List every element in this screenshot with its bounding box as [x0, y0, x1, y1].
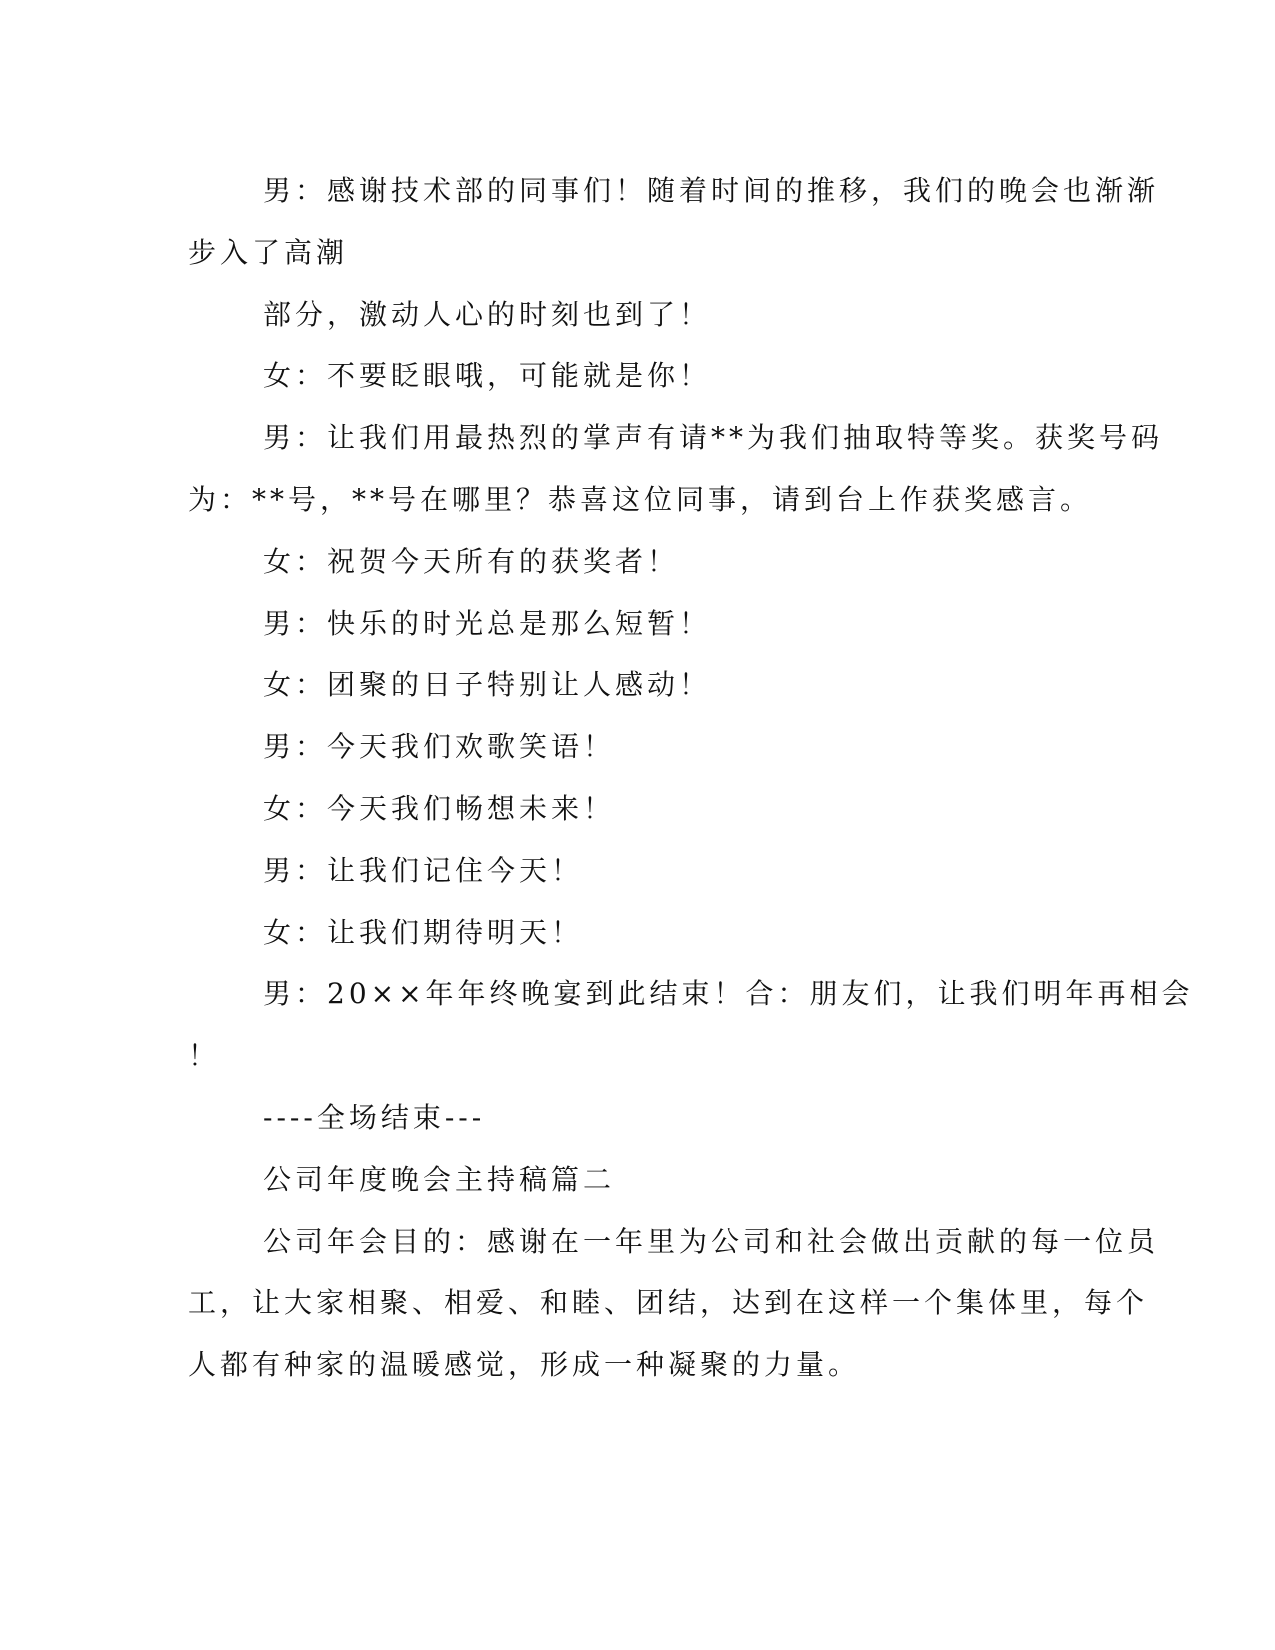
text-line: 公司年会目的：感谢在一年里为公司和社会做出贡献的每一位员	[263, 1224, 1160, 1258]
text-line: 人都有种家的温暖感觉，形成一种凝聚的力量。	[188, 1348, 861, 1382]
text-line: 男：让我们记住今天！	[263, 853, 584, 887]
text-line: 女：今天我们畅想未来！	[263, 791, 616, 825]
text-line: 男：20××年年终晚宴到此结束！合：朋友们，让我们明年再相会	[263, 977, 1194, 1011]
text-line: 部分，激动人心的时刻也到了！	[263, 297, 712, 331]
text-line: 女：祝贺今天所有的获奖者！	[263, 544, 680, 578]
text-line: 男：今天我们欢歌笑语！	[263, 730, 616, 764]
text-line: 工，让大家相聚、相爱、和睦、团结，达到在这样一个集体里，每个	[188, 1286, 1149, 1320]
text-line: 女：不要眨眼哦，可能就是你！	[263, 359, 712, 393]
text-line: 男：让我们用最热烈的掌声有请**为我们抽取特等奖。获奖号码	[263, 421, 1164, 455]
text-line: 女：让我们期待明天！	[263, 915, 584, 949]
section-heading: 公司年度晚会主持稿篇二	[263, 1162, 616, 1196]
text-line: ----全场结束---	[263, 1100, 486, 1134]
text-line: ！	[188, 1039, 221, 1073]
text-line: 为：**号，**号在哪里？恭喜这位同事，请到台上作获奖感言。	[188, 482, 1093, 516]
text-line: 步入了高潮	[188, 235, 349, 269]
text-line: 女：团聚的日子特别让人感动！	[263, 668, 712, 702]
text-line: 男：快乐的时光总是那么短暂！	[263, 606, 712, 640]
document-body	[188, 160, 1194, 1396]
text-line: 男：感谢技术部的同事们！随着时间的推移，我们的晚会也渐渐	[263, 174, 1160, 207]
